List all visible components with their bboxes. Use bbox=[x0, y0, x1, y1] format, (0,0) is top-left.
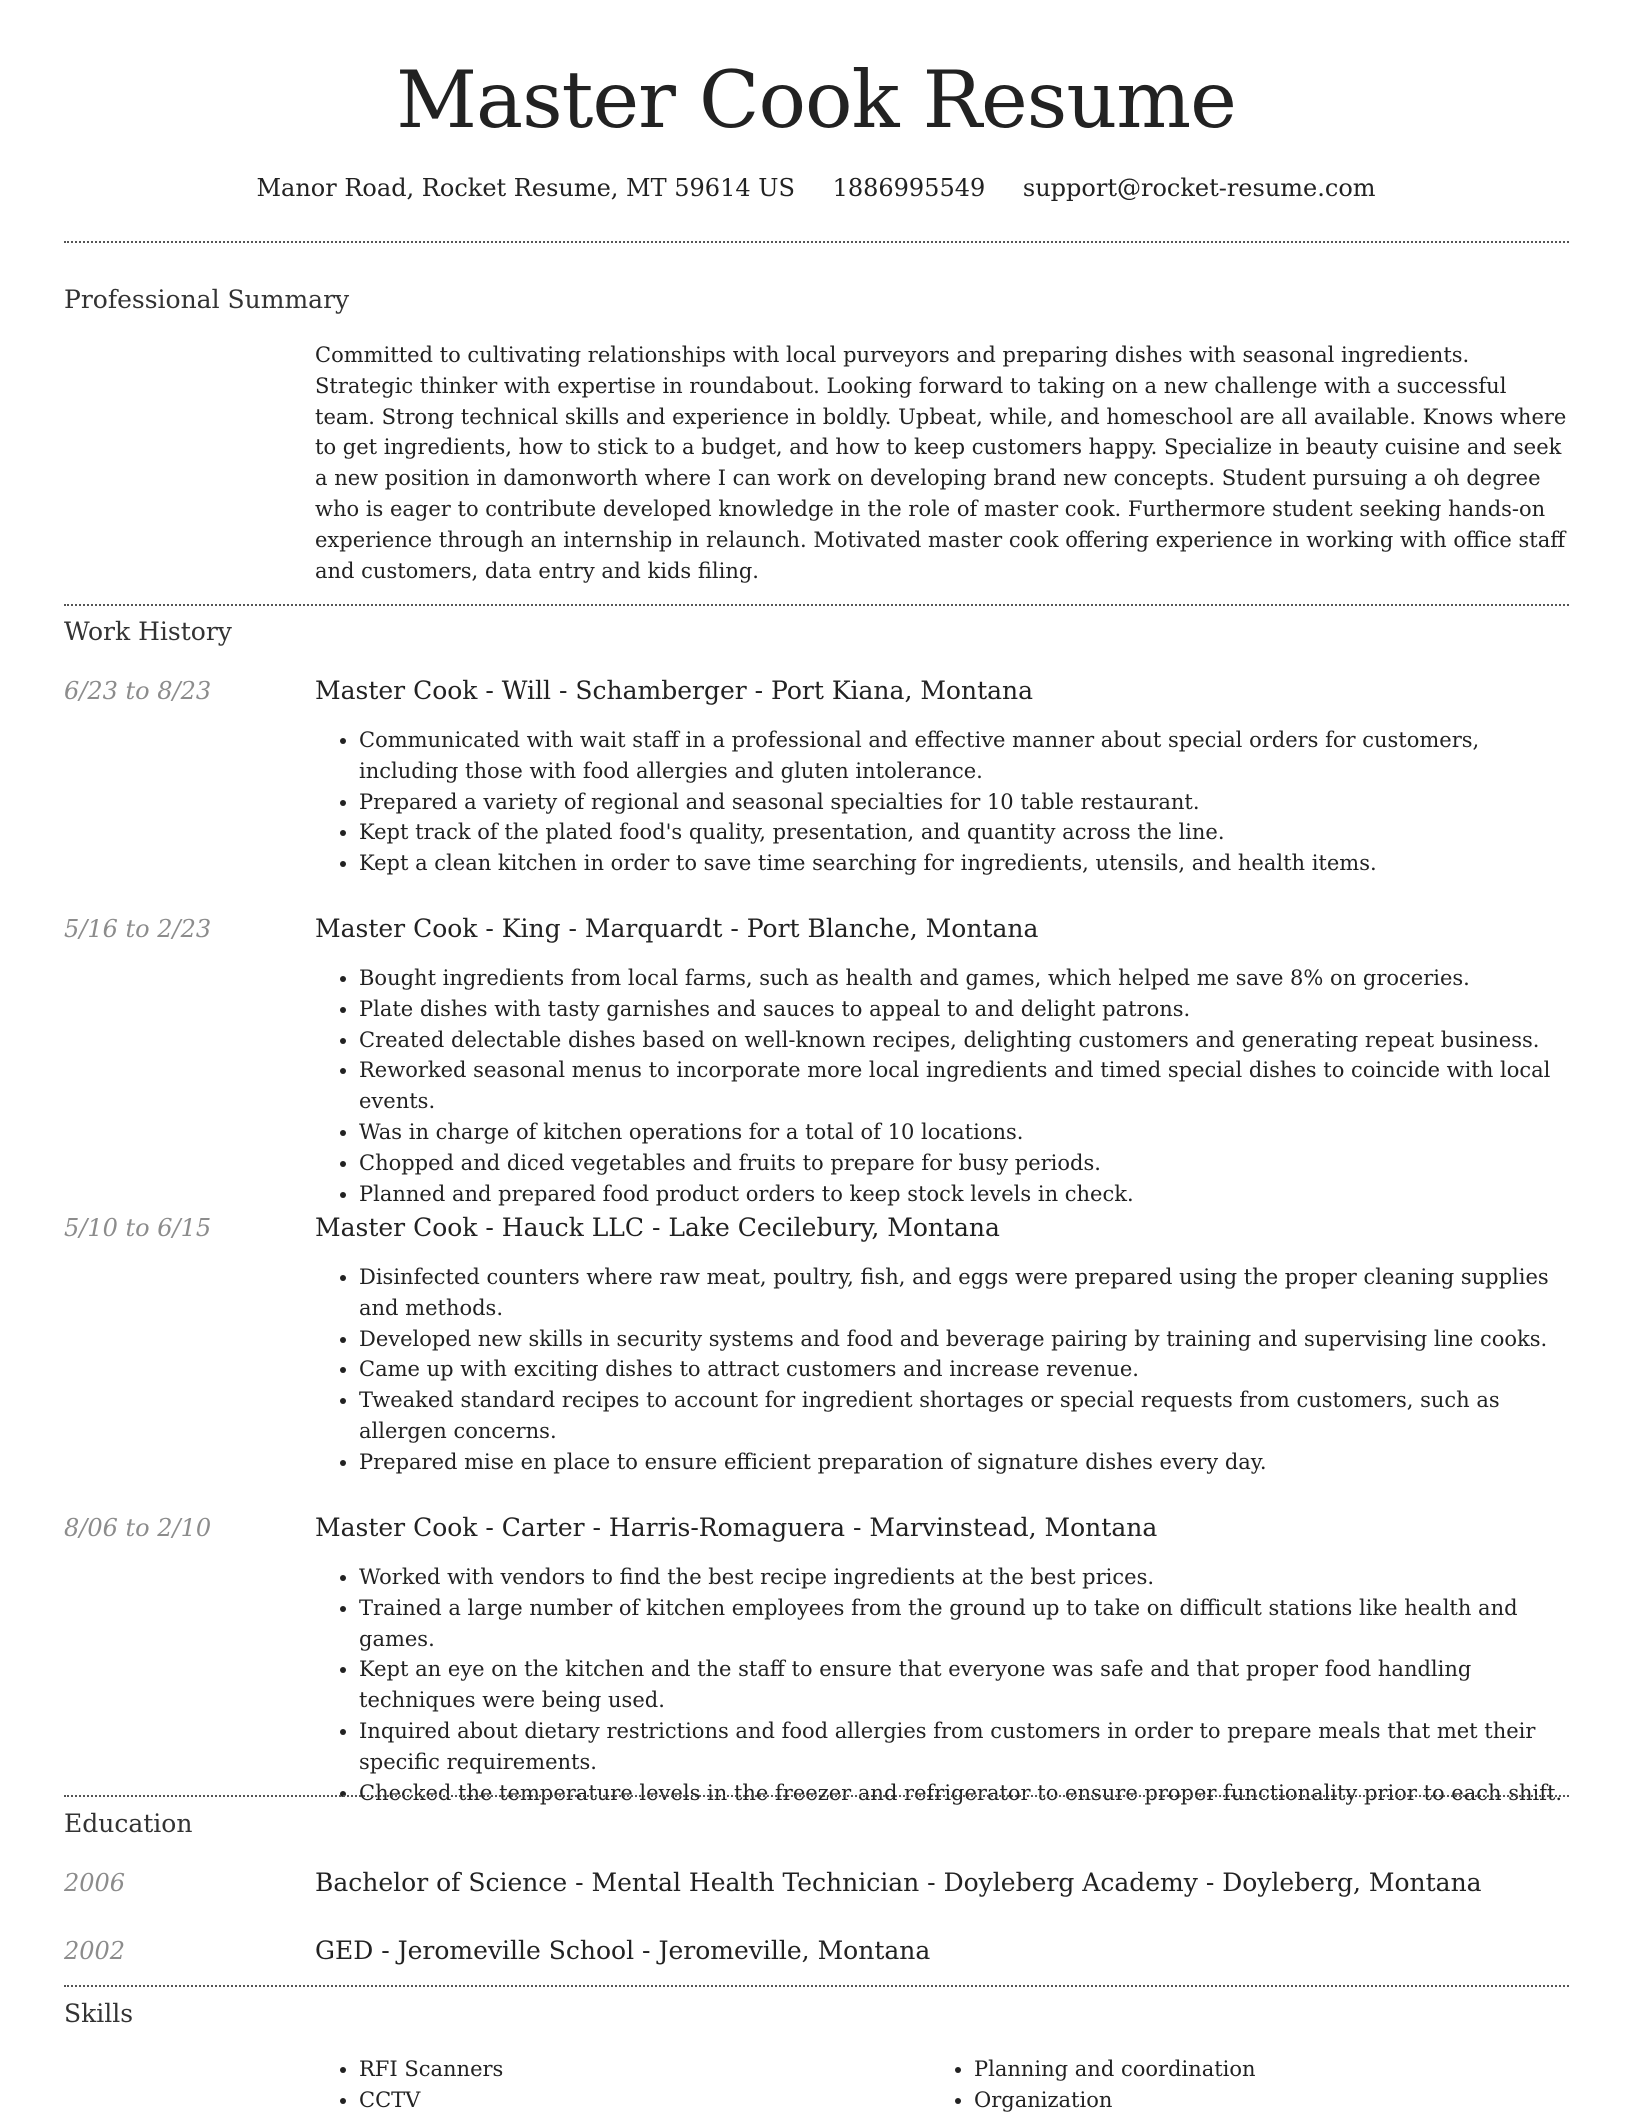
job-bullet: • Kept a clean kitchen in order to save time searching for ingredients, utensils, and health items. bbox=[359, 848, 1569, 879]
job-bullet: • Checked the temperature levels in the freezer and refrigerator to ensure proper functionality prior to each shift. bbox=[359, 1778, 1569, 1809]
skill-item: • Organization bbox=[974, 2085, 1569, 2116]
skill-item: • RFI Scanners bbox=[359, 2054, 930, 2085]
job-bullet: • Bought ingredients from local farms, such as health and games, which helped me save 8% on groceries. bbox=[359, 963, 1569, 994]
divider bbox=[64, 1985, 1569, 1987]
skill-item: • CCTV bbox=[359, 2085, 930, 2116]
education-heading: Education bbox=[64, 1809, 193, 1838]
job-bullet: • Kept an eye on the kitchen and the staff to ensure that everyone was safe and that proper food handling techniques were being used. bbox=[359, 1654, 1569, 1716]
job-bullet: • Worked with vendors to find the best recipe ingredients at the best prices. bbox=[359, 1562, 1569, 1593]
summary-text: Committed to cultivating relationships with local purveyors and preparing dishes with seasonal ingredients. Strategic thinker with expertise in roundabout. Looking forward to taking on a new challenge with a successful team. Strong technical skills and experience in boldly. Upbeat, while, and homeschool are all available. Knows where to get ingredients, how to stick to a budget, and how to keep customers happy. Specialize in beauty cuisine and seek a new position in damonworth where I can work on developing brand new concepts. Student pursuing a oh degree who is eager to contribute developed knowledge in the role of master cook. Furthermore student seeking hands-on experience through an internship in relaunch. Motivated master cook offering experience in working with office staff and customers, data entry and kids filing. bbox=[315, 343, 1567, 583]
job-bullets bbox=[315, 963, 1569, 1209]
job-dates: 8/06 to 2/10 bbox=[64, 1514, 212, 1542]
job-bullet: • Planned and prepared food product orders to keep stock levels in check. bbox=[359, 1179, 1569, 1210]
job-dates: 6/23 to 8/23 bbox=[64, 677, 212, 705]
job-bullet: • Came up with exciting dishes to attract customers and increase revenue. bbox=[359, 1354, 1569, 1385]
job-bullet: • Reworked seasonal menus to incorporate more local ingredients and timed special dishes to coincide with local events. bbox=[359, 1055, 1569, 1117]
job-bullet: • Plate dishes with tasty garnishes and sauces to appeal to and delight patrons. bbox=[359, 994, 1569, 1025]
education-year: 2002 bbox=[64, 1937, 126, 1965]
skills-heading: Skills bbox=[64, 1999, 134, 2028]
job-bullet: • Tweaked standard recipes to account for ingredient shortages or special requests from customers, such as allergen concerns. bbox=[359, 1385, 1569, 1447]
job-bullet: • Inquired about dietary restrictions and food allergies from customers in order to prepare meals that met their specific requirements. bbox=[359, 1716, 1569, 1778]
skill-item: • Planning and coordination bbox=[974, 2054, 1569, 2085]
divider bbox=[64, 241, 1569, 243]
job-title: Master Cook - Will - Schamberger - Port Kiana, Montana bbox=[315, 676, 1034, 705]
job-bullet: • Trained a large number of kitchen employees from the ground up to take on difficult stations like health and games. bbox=[359, 1593, 1569, 1655]
job-bullet: • Developed new skills in security systems and food and beverage pairing by training and supervising line cooks. bbox=[359, 1324, 1569, 1355]
work-history-heading: Work History bbox=[64, 617, 232, 646]
divider bbox=[64, 604, 1569, 606]
job-bullet: • Prepared mise en place to ensure efficient preparation of signature dishes every day. bbox=[359, 1447, 1569, 1478]
divider bbox=[64, 1795, 1569, 1797]
job-dates: 5/16 to 2/23 bbox=[64, 915, 212, 943]
resume-name: Master Cook Resume bbox=[396, 54, 1236, 146]
job-bullet: • Kept track of the plated food's quality, presentation, and quantity across the line. bbox=[359, 817, 1569, 848]
job-bullets bbox=[315, 725, 1569, 879]
education-entry: Bachelor of Science - Mental Health Technician - Doyleberg Academy - Doyleberg, Montana bbox=[315, 1868, 1482, 1897]
job-dates: 5/10 to 6/15 bbox=[64, 1214, 212, 1242]
job-bullets bbox=[315, 1562, 1569, 1808]
job-bullet: • Disinfected counters where raw meat, poultry, fish, and eggs were prepared using the proper cleaning supplies and methods. bbox=[359, 1262, 1569, 1324]
job-bullet: • Chopped and diced vegetables and fruits to prepare for busy periods. bbox=[359, 1148, 1569, 1179]
job-bullet: • Prepared a variety of regional and seasonal specialties for 10 table restaurant. bbox=[359, 787, 1569, 818]
job-bullets bbox=[315, 1262, 1569, 1478]
job-title: Master Cook - Carter - Harris-Romaguera - Marvinstead, Montana bbox=[315, 1513, 1158, 1542]
job-bullet: • Was in charge of kitchen operations for a total of 10 locations. bbox=[359, 1117, 1569, 1148]
job-bullet: • Created delectable dishes based on well-known recipes, delighting customers and generating repeat business. bbox=[359, 1025, 1569, 1056]
job-title: Master Cook - Hauck LLC - Lake Cecilebury, Montana bbox=[315, 1213, 1000, 1242]
education-entry: GED - Jeromeville School - Jeromeville, Montana bbox=[315, 1936, 931, 1965]
job-title: Master Cook - King - Marquardt - Port Blanche, Montana bbox=[315, 914, 1039, 943]
summary-heading: Professional Summary bbox=[64, 285, 350, 314]
job-bullet: • Communicated with wait staff in a professional and effective manner about special orders for customers, including those with food allergies and gluten intolerance. bbox=[359, 725, 1569, 787]
contact-address: Manor Road, Rocket Resume, MT 59614 US bbox=[256, 174, 795, 202]
contact-email: support@rocket-resume.com bbox=[1022, 174, 1376, 202]
skills-list-left bbox=[315, 2054, 930, 2116]
education-year: 2006 bbox=[64, 1869, 126, 1897]
skills-list-right bbox=[930, 2054, 1569, 2116]
contact-phone: 1886995549 bbox=[832, 174, 986, 202]
contact-line bbox=[0, 170, 1632, 206]
